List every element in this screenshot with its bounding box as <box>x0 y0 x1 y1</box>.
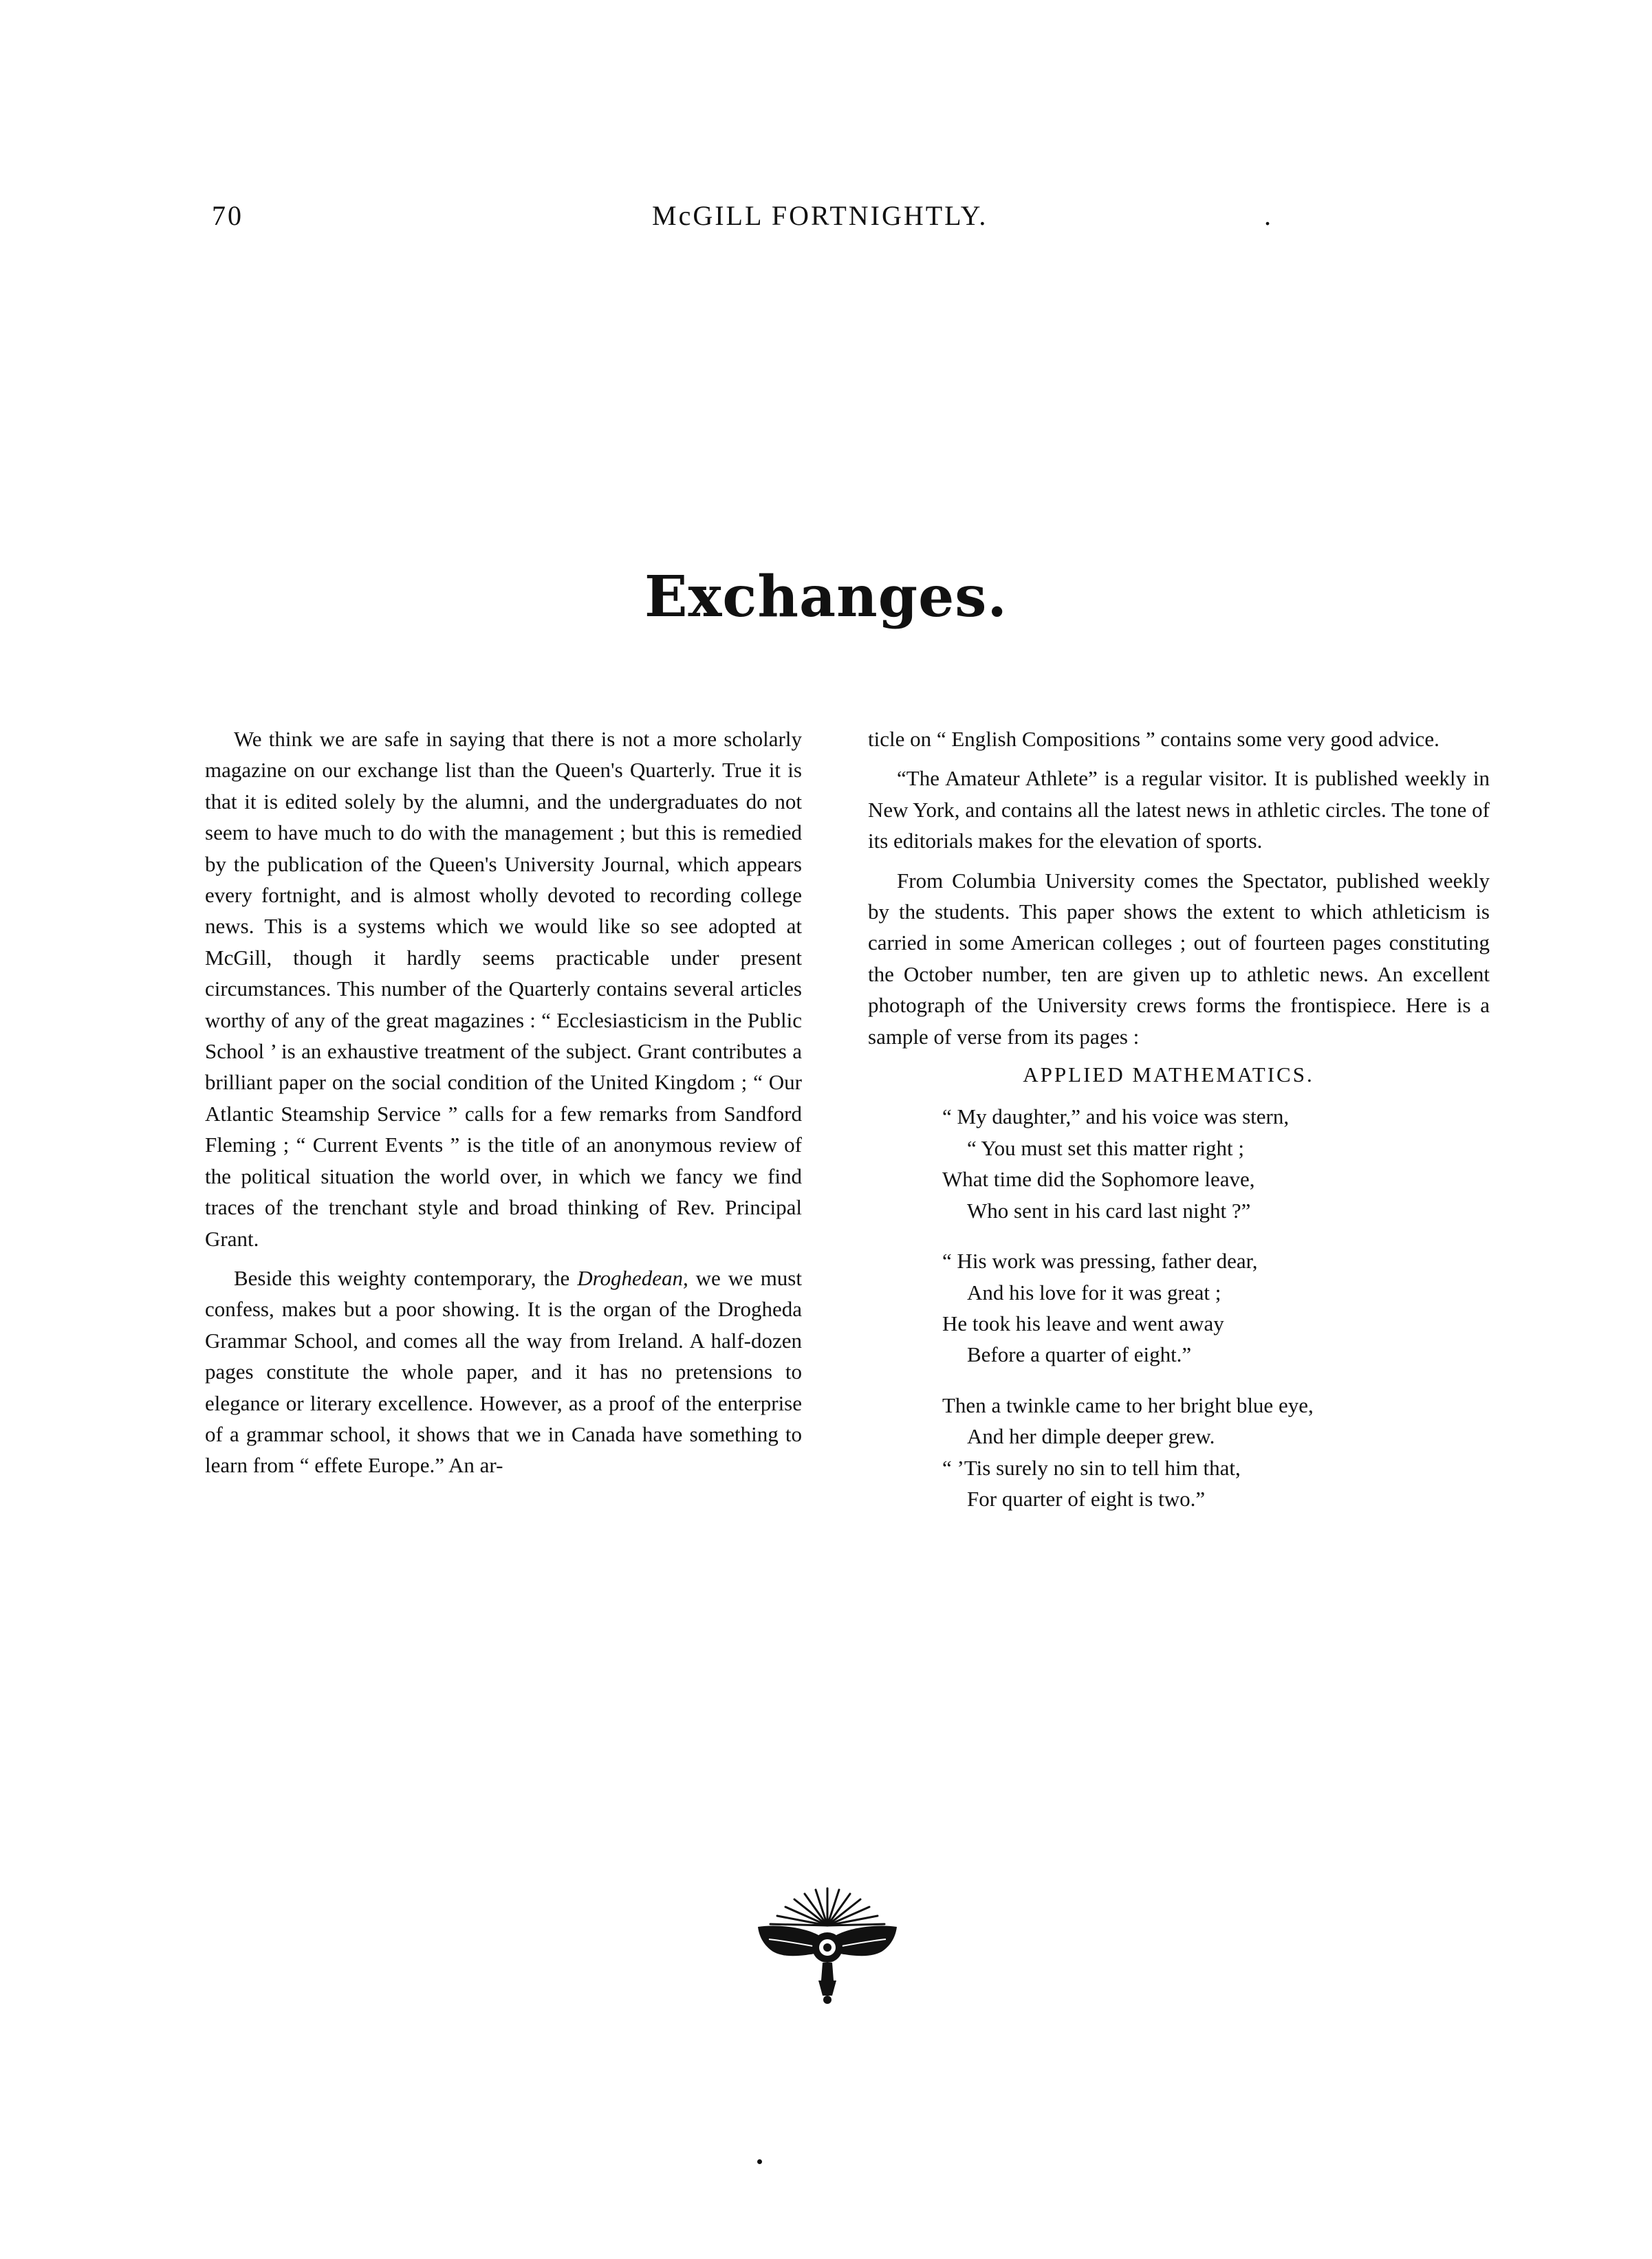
running-title: McGILL FORTNIGHTLY. <box>652 200 988 231</box>
poem-line: He took his leave and went away <box>942 1311 1224 1335</box>
poem-line: And her dimple deeper grew. <box>967 1424 1215 1449</box>
poem-line: And his love for it was great ; <box>967 1280 1221 1305</box>
poem-line: Who sent in his card last night ?” <box>967 1198 1251 1223</box>
running-head <box>0 199 1652 241</box>
paragraph-queens-quarterly: We think we are safe in saying that there is not a more scholarly magazine on our exchange list than the Queen's Quarterly. True it is that it is edited solely by the alumni, and the undergraduates do not seem to have much to do with the management ; but this is remedied by the publication of the Queen's University Journal, which appears every fortnight, and is almost wholly devoted to recording college news. This is a systems which we would like so see adopted at McGill, though it hardly seems practicable under present circumstances. This number of the Quarterly contains several articles worthy of any of the great magazines : “ Ecclesiasticism in the Public School ’ is an exhaustive treatment of the subject. Grant contributes a brilliant paper on the social condition of the United Kingdom ; “ Our Atlantic Steamship Service ” calls for a few remarks from Sandford Fleming ; “ Current Events ” is the title of an anonymous review of the political situation the world over, in which we fancy we find traces of the trenchant style and broad thinking of Rev. Principal Grant. <box>205 727 802 1251</box>
right-column <box>868 723 1490 1534</box>
paragraph-continuation: ticle on “ English Compositions ” contains some very good advice. <box>868 727 1439 751</box>
paragraph-columbia-spectator: From Columbia University comes the Spectator, published weekly by the students. This paper shows the extent to which athleticism is carried in some American colleges ; out of fourteen pages constituting the October number, ten are given up to athletic news. An excellent photograph of the University crews forms the frontispiece. Here is a sample of verse from its pages : <box>868 868 1490 1049</box>
paragraph-text: Beside this weighty contemporary, the <box>234 1265 578 1290</box>
poem-line: “ His work was pressing, father dear, <box>942 1249 1258 1274</box>
poem-stanza <box>942 1245 1490 1371</box>
poem-line: Then a twinkle came to her bright blue eye, <box>942 1393 1314 1417</box>
poem-line: What time did the Sophomore leave, <box>942 1167 1255 1192</box>
paragraph-text: we we must confess, makes but a poor showing. It is the organ of the Drogheda Grammar School, and comes all the way from Ireland. A half-dozen pages constitute the whole paper, and it has no pretensions to elegance or literary excellence. However, as a proof of the enterprise of a grammar school, it shows that we in Canada have something to learn from “ effete Europe.” An ar- <box>205 1265 802 1478</box>
poem <box>868 1059 1490 1514</box>
page-number: 70 <box>212 200 243 231</box>
poem-line: For quarter of eight is two.” <box>967 1486 1206 1511</box>
poem-line: “ ’Tis surely no sin to tell him that, <box>942 1455 1241 1480</box>
paragraph-amateur-athlete: “The Amateur Athlete” is a regular visitor. It is published weekly in New York, and contains all the latest news in athletic circles. The tone of its editorials makes for the elevation of sports. <box>868 766 1490 853</box>
paragraph-droghedean <box>205 1263 802 1481</box>
poem-stanza <box>942 1390 1490 1515</box>
header-mark: . <box>1264 200 1273 231</box>
poem-stanza <box>942 1101 1490 1226</box>
poem-title: APPLIED MATHEMATICS. <box>1023 1062 1314 1087</box>
page-mark <box>757 2159 762 2164</box>
poem-line: “ My daughter,” and his voice was stern, <box>942 1104 1290 1129</box>
publication-title: Droghedean, <box>577 1265 688 1290</box>
poem-line: “ You must set this matter right ; <box>967 1135 1244 1160</box>
poem-line: Before a quarter of eight.” <box>967 1342 1192 1367</box>
sunburst-winged-ornament-icon <box>755 1884 900 2015</box>
section-title: Exchanges. <box>644 564 1008 630</box>
left-column <box>205 723 802 1481</box>
